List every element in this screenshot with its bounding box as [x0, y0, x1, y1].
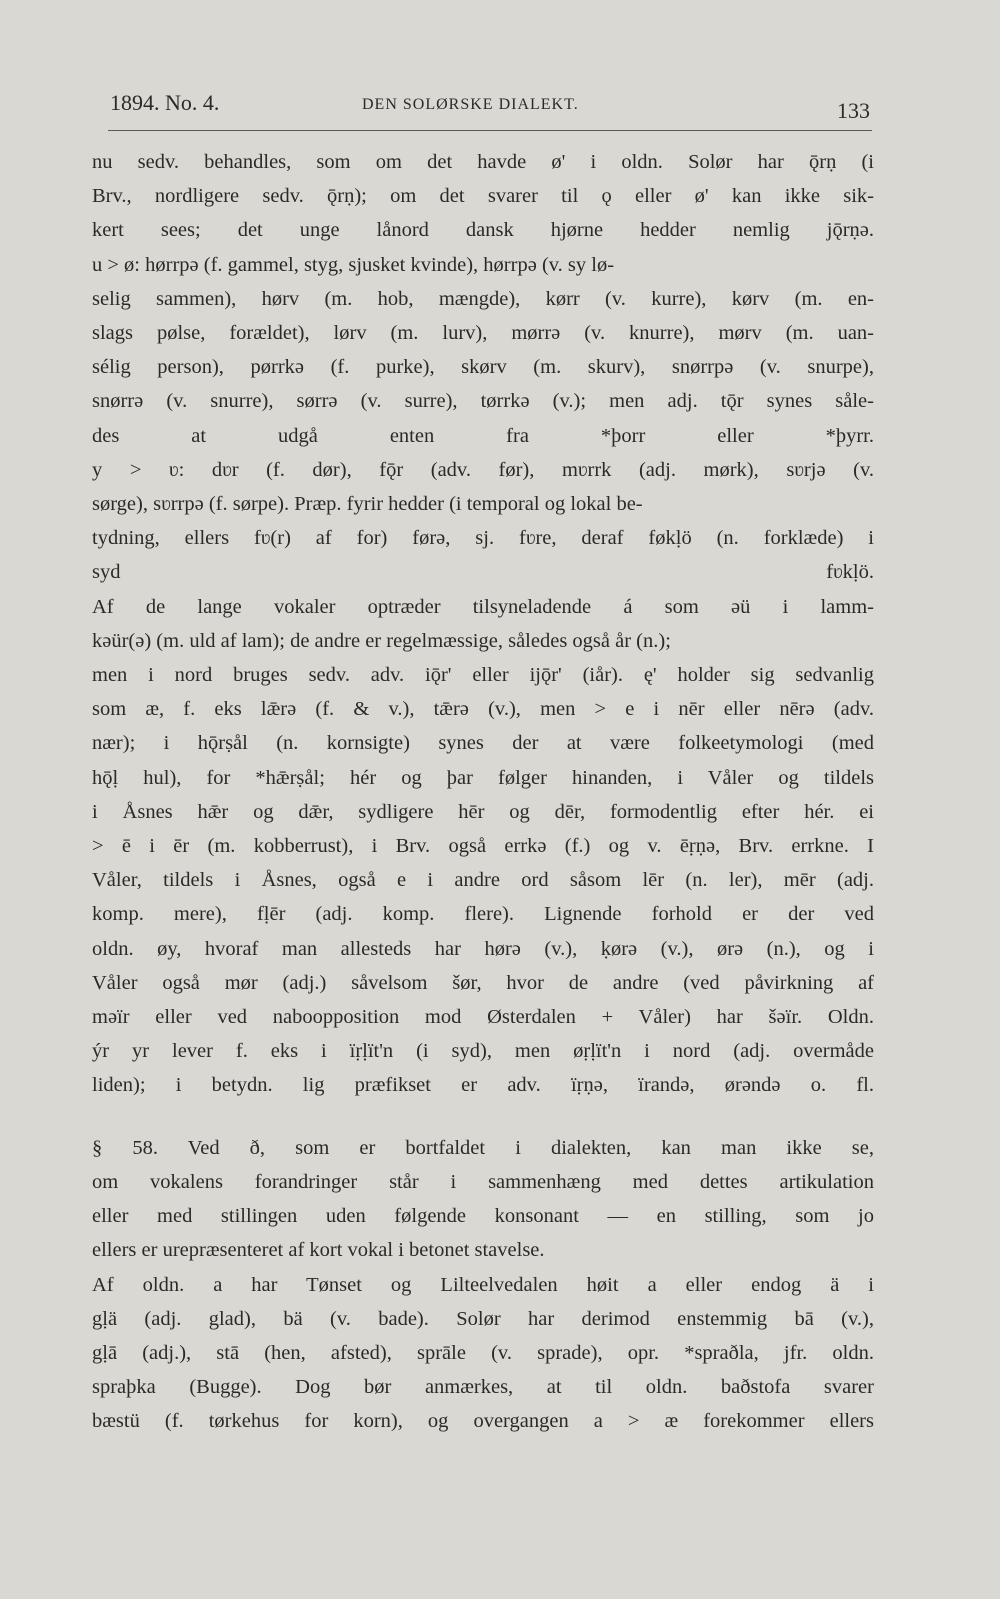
text-line: sélig person), pørrkə (f. purke), skørv (m. skurv), snørrpə (v. snurpe),: [92, 356, 874, 379]
text-line: § 58. Ved ð, som er bortfaldet i dialekten, kan man ikke se,: [92, 1136, 874, 1159]
text-line: kert sees; det unge lånord dansk hjørne hedder nemlig jǭrṇə.: [92, 219, 874, 242]
header-title: DEN SOLØRSKE DIALEKT.: [362, 96, 579, 113]
text-line: hǭḷ hul), for *hǣrṣål; hér og þar følger hinanden, i Våler og tildels: [92, 766, 874, 789]
text-line: om vokalens forandringer står i sammenhæng med dettes artikulation: [92, 1170, 874, 1193]
text-line: nær); i hǭrṣål (n. kornsigte) synes der at være folkeetymologi (med: [92, 732, 874, 755]
text-line: liden); i betydn. lig præfikset er adv. ïṛṇə, ïrandə, ørəndə o. fl.: [92, 1074, 874, 1097]
text-line: Brv., nordligere sedv. ǭrṇ); om det svarer til ǫ eller ø' kan ikke sik-: [92, 185, 874, 208]
text-line: syd fʋkḷö.: [92, 561, 874, 584]
text-line: Af oldn. a har Tønset og Lilteelvedalen høit a eller endog ä i: [92, 1273, 874, 1296]
text-line: Våler også mør (adj.) såvelsom šør, hvor de andre (ved påvirkning af: [92, 971, 874, 994]
text-line: Af de lange vokaler optræder tilsyneladende á som əü i lamm-: [92, 595, 874, 618]
text-line: ellers er urepræsenteret af kort vokal i betonet stavelse.: [92, 1239, 545, 1262]
text-line: spraþka (Bugge). Dog bør anmærkes, at til oldn. baðstofa svarer: [92, 1376, 874, 1399]
page-number: 133: [837, 98, 870, 123]
paragraph-gap: [92, 1103, 874, 1131]
text-line: ýr yr lever f. eks i ïṛḷït'n (i syd), men øṛḷït'n i nord (adj. overmåde: [92, 1040, 874, 1063]
header-issue: 1894. No. 4.: [110, 90, 220, 115]
text-line: tydning, ellers fʋ(r) af for) førə, sj. fʋre, deraf føkḷö (n. forklæde) i: [92, 527, 874, 550]
running-header: [110, 90, 870, 130]
text-line: men i nord bruges sedv. adv. iǭr' eller ijǭr' (iår). ę' holder sig sedvanlig: [92, 664, 874, 687]
text-line: y > ʋ: dʋr (f. dør), fǭr (adv. før), mʋrrk (adj. mørk), sʋrjə (v.: [92, 458, 874, 481]
text-line: məïr eller ved naboopposition mod Østerdalen + Våler) har šəïr. Oldn.: [92, 1006, 874, 1029]
text-line: u > ø: hørrpə (f. gammel, styg, sjusket kvinde), hørrpə (v. sy lø-: [92, 253, 615, 276]
text-line: des at udgå enten fra *þorr eller *þyrr.: [92, 424, 874, 447]
text-line: slags pølse, forældet), lørv (m. lurv), mørrə (v. knurre), mørv (m. uan-: [92, 322, 874, 345]
text-line: som æ, f. eks lǣrə (f. & v.), tǣrə (v.), men > e i nēr eller nērə (adv.: [92, 698, 874, 721]
text-line: eller med stillingen uden følgende konsonant — en stilling, som jo: [92, 1205, 874, 1228]
text-line: komp. mere), fḷēr (adj. komp. flere). Lignende forhold er der ved: [92, 903, 874, 926]
text-line: snørrə (v. snurre), sørrə (v. surre), tørrkə (v.); men adj. tǭr synes såle-: [92, 390, 874, 413]
text-line: nu sedv. behandles, som om det havde ø' i oldn. Solør har ǭrṇ (i: [92, 151, 874, 173]
text-line: bæstü (f. tørkehus for korn), og overgangen a > æ forekommer ellers: [92, 1410, 874, 1433]
body-text: [92, 145, 874, 1439]
text-line: sørge), sʋrrpə (f. sørpe). Præp. fyrir hedder (i temporal og lokal be-: [92, 493, 643, 516]
header-rule: [108, 130, 872, 131]
text-line: gḷä (adj. glad), bä (v. bade). Solør har derimod enstemmig bā (v.),: [92, 1307, 874, 1330]
text-line: selig sammen), hørv (m. hob, mængde), kørr (v. kurre), kørv (m. en-: [92, 287, 874, 310]
text-line: kəür(ə) (m. uld af lam); de andre er regelmæssige, således også år (n.);: [92, 629, 671, 652]
text-line: gḷā (adj.), stā (hen, afsted), sprāle (v. sprade), opr. *spraðla, jfr. oldn.: [92, 1341, 874, 1364]
text-line: i Åsnes hǣr og dǣr, sydligere hēr og dēr, formodentlig efter hér. ei: [92, 800, 874, 823]
text-line: oldn. øy, hvoraf man allesteds har hørə (v.), ḳørə (v.), ørə (n.), og i: [92, 937, 874, 960]
text-line: > ē i ēr (m. kobberrust), i Brv. også errkə (f.) og v. ēṛṇə, Brv. errkne. I: [92, 835, 874, 858]
text-line: Våler, tildels i Åsnes, også e i andre ord såsom lēr (n. ler), mēr (adj.: [92, 869, 874, 892]
